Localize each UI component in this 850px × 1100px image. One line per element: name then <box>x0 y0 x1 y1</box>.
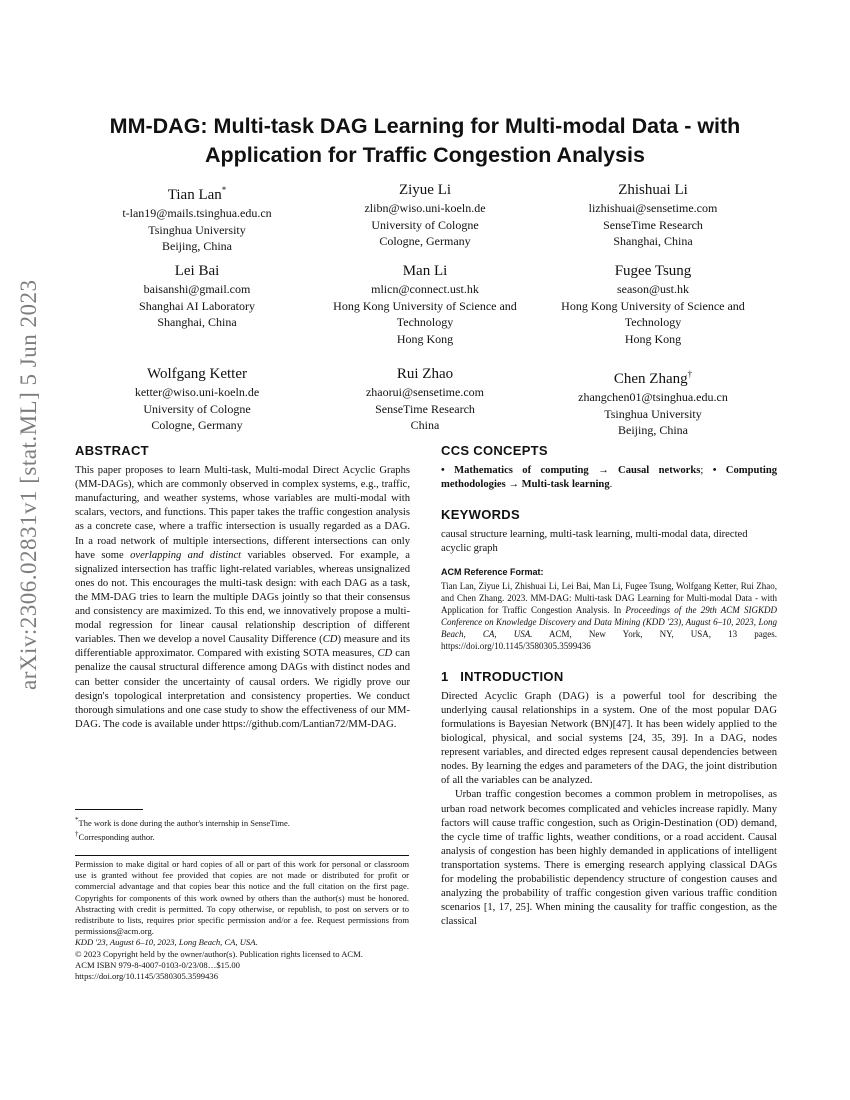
ccs-heading: CCS CONCEPTS <box>441 443 548 458</box>
author-email: lizhishuai@sensetime.com <box>588 201 718 215</box>
author-location: Beijing, China <box>618 423 688 437</box>
footnote-rule <box>75 809 143 810</box>
author-name: Man Li <box>402 263 448 279</box>
footnote-mark: * <box>75 816 79 824</box>
author-block <box>310 181 540 250</box>
author-block <box>82 365 312 434</box>
abstract-emphasis: CD <box>377 648 393 660</box>
author-location: Shanghai, China <box>613 234 693 248</box>
author-affiliation: Tsinghua University <box>148 222 246 237</box>
author-affiliation: SenseTime Research <box>375 401 475 416</box>
author-email: zhaorui@sensetime.com <box>365 385 484 399</box>
author-email: season@ust.hk <box>616 282 690 296</box>
author-name: Tian Lan <box>167 187 222 203</box>
author-affiliation: University of Cologne <box>371 217 479 232</box>
author-name: Chen Zhang <box>613 371 688 387</box>
author-name: Wolfgang Ketter <box>146 366 247 382</box>
author-email: t-lan19@mails.tsinghua.edu.cn <box>122 206 272 220</box>
footnote-mark: † <box>75 829 79 838</box>
abstract-text-part: This paper proposes to learn Multi-task, Multi-modal Direct Acyclic Graphs (MM-DAGs), which are commonly observed in complex systems, e.g., traffic, manufacturing, and weather systems, whose variables are multi-modal with scalars, vectors, and functions. This paper takes the traffic congestion analysis as a concrete case, where a traffic intersection is usually regarded as a DAG. In a road network of multiple intersections, different intersections can only have some <box>75 465 410 561</box>
ccs-separator: ; <box>700 465 713 477</box>
title-line-2: Application for Traffic Congestion Analysis <box>204 143 645 167</box>
abstract-heading: ABSTRACT <box>75 443 149 458</box>
ccs-end: . <box>609 479 613 491</box>
keywords: causal structure learning, multi-task learning, multi-modal data, directed acyclic graph <box>441 529 748 555</box>
author-affiliation: University of Cologne <box>143 401 251 416</box>
ccs-concept-1: • Mathematics of computing → Causal networks <box>441 465 701 477</box>
author-block <box>310 262 540 347</box>
ccs-concept-2: • Computing methodologies → Multi-task learning <box>441 465 778 491</box>
venue-line: KDD '23, August 6–10, 2023, Long Beach, CA, USA. <box>75 937 258 948</box>
footnote-1: The work is done during the author's internship in SenseTime. <box>78 817 290 828</box>
author-block <box>82 262 312 331</box>
author-location: Beijing, China <box>162 239 232 253</box>
ccs-concepts <box>441 464 777 492</box>
ref-format-heading: ACM Reference Format: <box>441 566 544 577</box>
abstract-text-part: ) measure and its differentiable approximator. Compared with existing SOTA measures, <box>75 634 410 660</box>
abstract-text <box>75 464 410 732</box>
author-mark: † <box>687 369 693 379</box>
abstract-section <box>75 444 410 732</box>
permission-text: Permission to make digital or hard copies of all or part of this work for personal or classroom use is granted without fee provided that copies are not made or distributed for profit or commercial advantage and that copies bear this notice and the full citation on the first page. Copyrights for components of this work owned by others than the author(s) must be honored. Abstracting with credit is permitted. To copy otherwise, or republish, to post on servers or to redistribute to lists, requires prior specific permission and/or a fee. Request permissions from permissions@acm.org. <box>75 859 409 937</box>
author-affiliation: Hong Kong University of Science and Technology <box>561 298 745 329</box>
author-location: Shanghai, China <box>157 315 237 329</box>
ref-format-part: Tian Lan, Ziyue Li, Zhishuai Li, Lei Bai, Man Li, Fugee Tsung, Wolfgang Ketter, Rui Zhao, and Chen Zhang. 2023. MM-DAG: Multi-task DAG Learning for Multi-modal Data - with Application for Traffic Congestion Analysis. In <box>441 580 777 615</box>
ref-format-venue: Proceedings of the 29th ACM SIGKDD Conference on Knowledge Discovery and Data Mining (KDD '23), August 6–10, 2023, Long Beach, CA, USA. <box>441 604 777 639</box>
arxiv-identifier: arXiv:2306.02831v1 [stat.ML] 5 Jun 2023 <box>16 279 41 690</box>
title-line-1: MM-DAG: Multi-task DAG Learning for Multi-modal Data - with <box>109 114 741 138</box>
paper-title <box>60 112 790 170</box>
abstract-text-part: variables observed. For example, a signalized intersection has traffic light-related variables, whereas unsignalized ones do not. This encourages the multi-task design: with each DAG as a task, the MM-DAG tries to learn the multiple DAGs jointly so that their consensus and consistency are maximized. To this end, we innovatively propose a multi-modal regression for linear causal relationship description of different variables. Then we develop a novel Causality Difference ( <box>75 549 410 646</box>
right-column <box>441 444 777 929</box>
intro-paragraph-2: Urban traffic congestion becomes a common problem in metropolises, as urban road network becomes complicated and vehicles increase rapidly. Many factors will cause traffic congestion, such as Origin-Destination (OD) demand, the cycle time of traffic lights, weather conditions, or a road accident. Causal analysis of congestion has been highly demanded in applications of intelligent transportation systems. There is emerging research applying classical DAGs for modeling the probabilistic dependency structure of congestion causes and analyzing the probability of traffic congestion given various traffic condition scenarios [1, 17, 25]. When mining the causality for traffic congestion, as the classical <box>441 789 777 928</box>
author-affiliation: Tsinghua University <box>604 406 702 421</box>
author-name: Rui Zhao <box>396 366 454 382</box>
abstract-text-part: can penalize the causal structural difference among DAGs with distinct nodes and can better consider the uncertainty of causal orders. We rigidly prove our design's topological interpretation and consistency properties. We conduct thorough simulations and one case study to show the effectiveness of our MM-DAG. The code is available under https://github.com/Lantian72/MM-DAG. <box>75 648 410 730</box>
author-location: Hong Kong <box>624 331 682 346</box>
author-block <box>538 181 768 250</box>
author-email: baisanshi@gmail.com <box>143 282 251 296</box>
footnote-2: Corresponding author. <box>78 831 155 842</box>
permission-rule <box>75 855 409 856</box>
permission-block <box>75 859 409 982</box>
ref-format-part: ACM, New York, NY, USA, 13 pages. https://doi.org/10.1145/3580305.3599436 <box>441 628 777 651</box>
author-name: Fugee Tsung <box>614 263 692 279</box>
author-name: Zhishuai Li <box>618 182 688 198</box>
author-block <box>310 365 540 434</box>
author-location: Cologne, Germany <box>379 234 471 248</box>
author-affiliation: Hong Kong University of Science and Technology <box>333 298 517 329</box>
abstract-emphasis: CD <box>322 634 338 646</box>
author-affiliation: Shanghai AI Laboratory <box>139 298 255 313</box>
author-email: mlicn@connect.ust.hk <box>371 282 479 296</box>
author-email: ketter@wiso.uni-koeln.de <box>134 385 260 399</box>
isbn-line: ACM ISBN 979-8-4007-0103-0/23/08…$15.00 <box>75 959 240 970</box>
doi-line: https://doi.org/10.1145/3580305.3599436 <box>75 971 218 982</box>
author-location: China <box>410 418 440 432</box>
author-affiliation: SenseTime Research <box>603 217 703 232</box>
author-email: zlibn@wiso.uni-koeln.de <box>364 201 486 215</box>
author-email: zhangchen01@tsinghua.edu.cn <box>578 390 728 404</box>
footnotes <box>75 815 410 843</box>
keywords-heading: KEYWORDS <box>441 507 520 523</box>
author-block <box>538 365 768 439</box>
ref-format <box>441 580 777 652</box>
author-block <box>538 262 768 347</box>
author-mark: * <box>221 185 227 195</box>
author-name: Lei Bai <box>174 263 220 279</box>
author-location: Hong Kong <box>396 331 454 346</box>
author-block <box>82 181 312 255</box>
copyright-line: © 2023 Copyright held by the owner/author(s). Publication rights licensed to ACM. <box>75 948 363 959</box>
intro-paragraph-1: Directed Acyclic Graph (DAG) is a powerful tool for describing the underlying causal relationships in a system. One of the most popular DAG formulations is Bayesian Network (BN)[47]. It has been widely applied to the biological, physical, and social systems [24, 35, 39]. In a DAG, nodes represent variables, and directed edges represent causal dependencies between nodes. By learning the edges and parameters of the DAG, the joint distribution of all the variables can be analyzed. <box>441 690 777 787</box>
abstract-emphasis: overlapping and distinct <box>130 549 242 561</box>
author-name: Ziyue Li <box>398 182 452 198</box>
intro-heading: 1 INTRODUCTION <box>441 668 564 684</box>
author-location: Cologne, Germany <box>151 418 243 432</box>
